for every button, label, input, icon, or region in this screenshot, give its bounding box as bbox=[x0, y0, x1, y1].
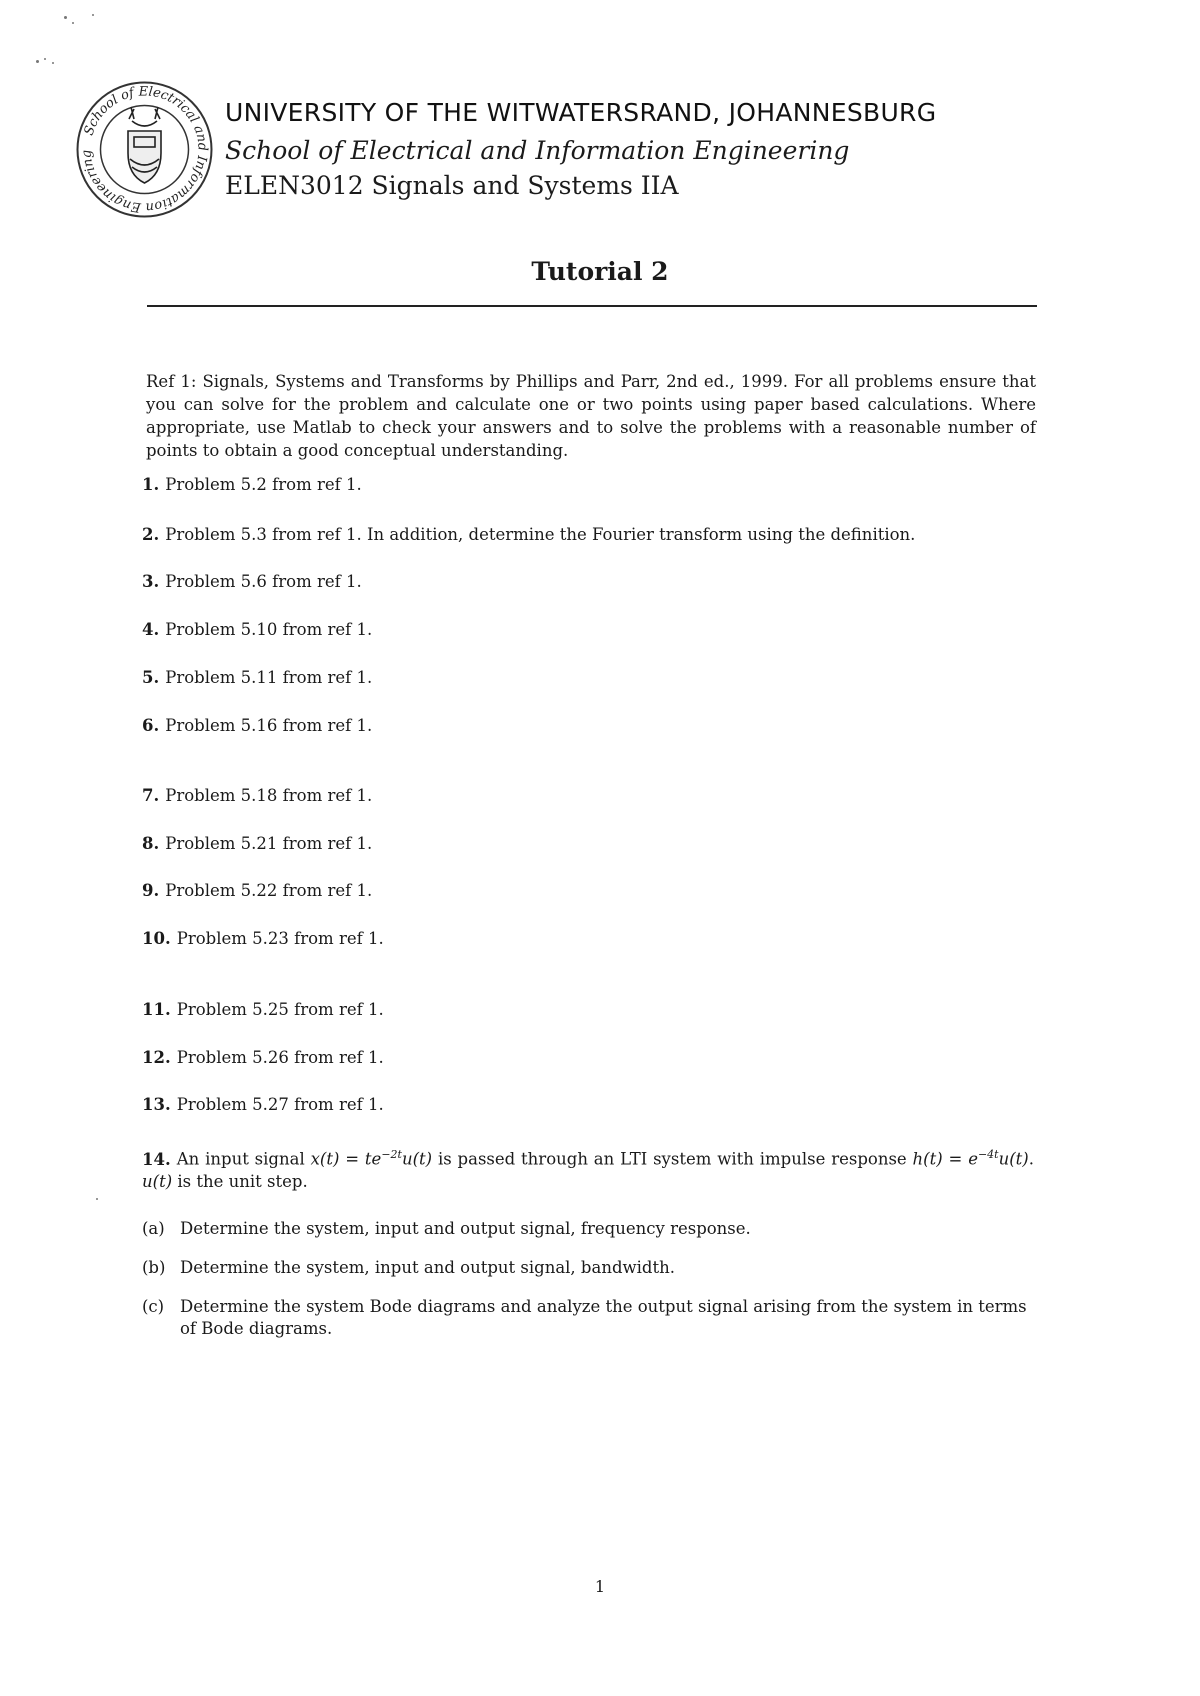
problem-item: 3. Problem 5.6 from ref 1. bbox=[142, 572, 362, 591]
problem-14: 14. An input signal $x(t) = te^{-2t}u(t)$ is passed through an LTI system with impulse response $h(t) = e^{-4t}u(t)$. u(t) is the unit step. bbox=[142, 1148, 1034, 1191]
header-rule bbox=[147, 305, 1037, 307]
problem-item: 7. Problem 5.18 from ref 1. bbox=[142, 786, 373, 805]
problem-item: 6. Problem 5.16 from ref 1. bbox=[142, 716, 373, 735]
scan-speck bbox=[64, 16, 67, 19]
problem-item: 12. Problem 5.26 from ref 1. bbox=[142, 1048, 384, 1067]
problem-item: 4. Problem 5.10 from ref 1. bbox=[142, 620, 373, 639]
math-h-t: h(t) bbox=[912, 1149, 943, 1169]
university-seal bbox=[74, 79, 215, 220]
intro-paragraph: Ref 1: Signals, Systems and Transforms by Phillips and Parr, 2nd ed., 1999. For all problems ensure that you can solve for the problem and calculate one or two points using paper based calculations. Where appropriate, use Matlab to check your answers and to solve the problems with a reasonable number of points to obtain a good conceptual understanding. bbox=[146, 372, 1036, 460]
problem-item: 2. Problem 5.3 from ref 1. In addition, determine the Fourier transform using the definition. bbox=[142, 525, 916, 544]
scan-speck bbox=[92, 14, 94, 16]
problem-item: 9. Problem 5.22 from ref 1. bbox=[142, 881, 373, 900]
scan-speck bbox=[44, 58, 46, 60]
problem-item: 1. Problem 5.2 from ref 1. bbox=[142, 475, 362, 494]
subpart-a: (a) Determine the system, input and output signal, frequency response. bbox=[142, 1219, 751, 1238]
math-x-t: x(t) bbox=[310, 1149, 340, 1169]
course-name: ELEN3012 Signals and Systems IIA bbox=[225, 171, 679, 200]
school-name: School of Electrical and Information Engineering bbox=[225, 136, 850, 165]
problem-item: 11. Problem 5.25 from ref 1. bbox=[142, 1000, 384, 1019]
page-title: Tutorial 2 bbox=[531, 257, 669, 286]
problem-item: 5. Problem 5.11 from ref 1. bbox=[142, 668, 373, 687]
subpart-c: (c) Determine the system Bode diagrams and analyze the output signal arising from the system in terms of Bode diagrams. bbox=[142, 1297, 1027, 1338]
problem-item: 10. Problem 5.23 from ref 1. bbox=[142, 929, 384, 948]
scan-speck bbox=[52, 62, 54, 64]
scan-speck bbox=[36, 60, 39, 63]
scan-speck bbox=[72, 22, 74, 24]
page-number: 1 bbox=[594, 1577, 606, 1596]
subpart-b: (b) Determine the system, input and output signal, bandwidth. bbox=[142, 1258, 675, 1277]
math-u-t: u(t) bbox=[142, 1171, 173, 1191]
scan-speck bbox=[96, 1198, 98, 1200]
problem-item: 8. Problem 5.21 from ref 1. bbox=[142, 834, 373, 853]
problem-item: 13. Problem 5.27 from ref 1. bbox=[142, 1095, 384, 1114]
university-name: UNIVERSITY OF THE WITWATERSRAND, JOHANNESBURG bbox=[225, 98, 937, 127]
seal-text: School of Electrical and Information Engineering bbox=[79, 84, 210, 215]
